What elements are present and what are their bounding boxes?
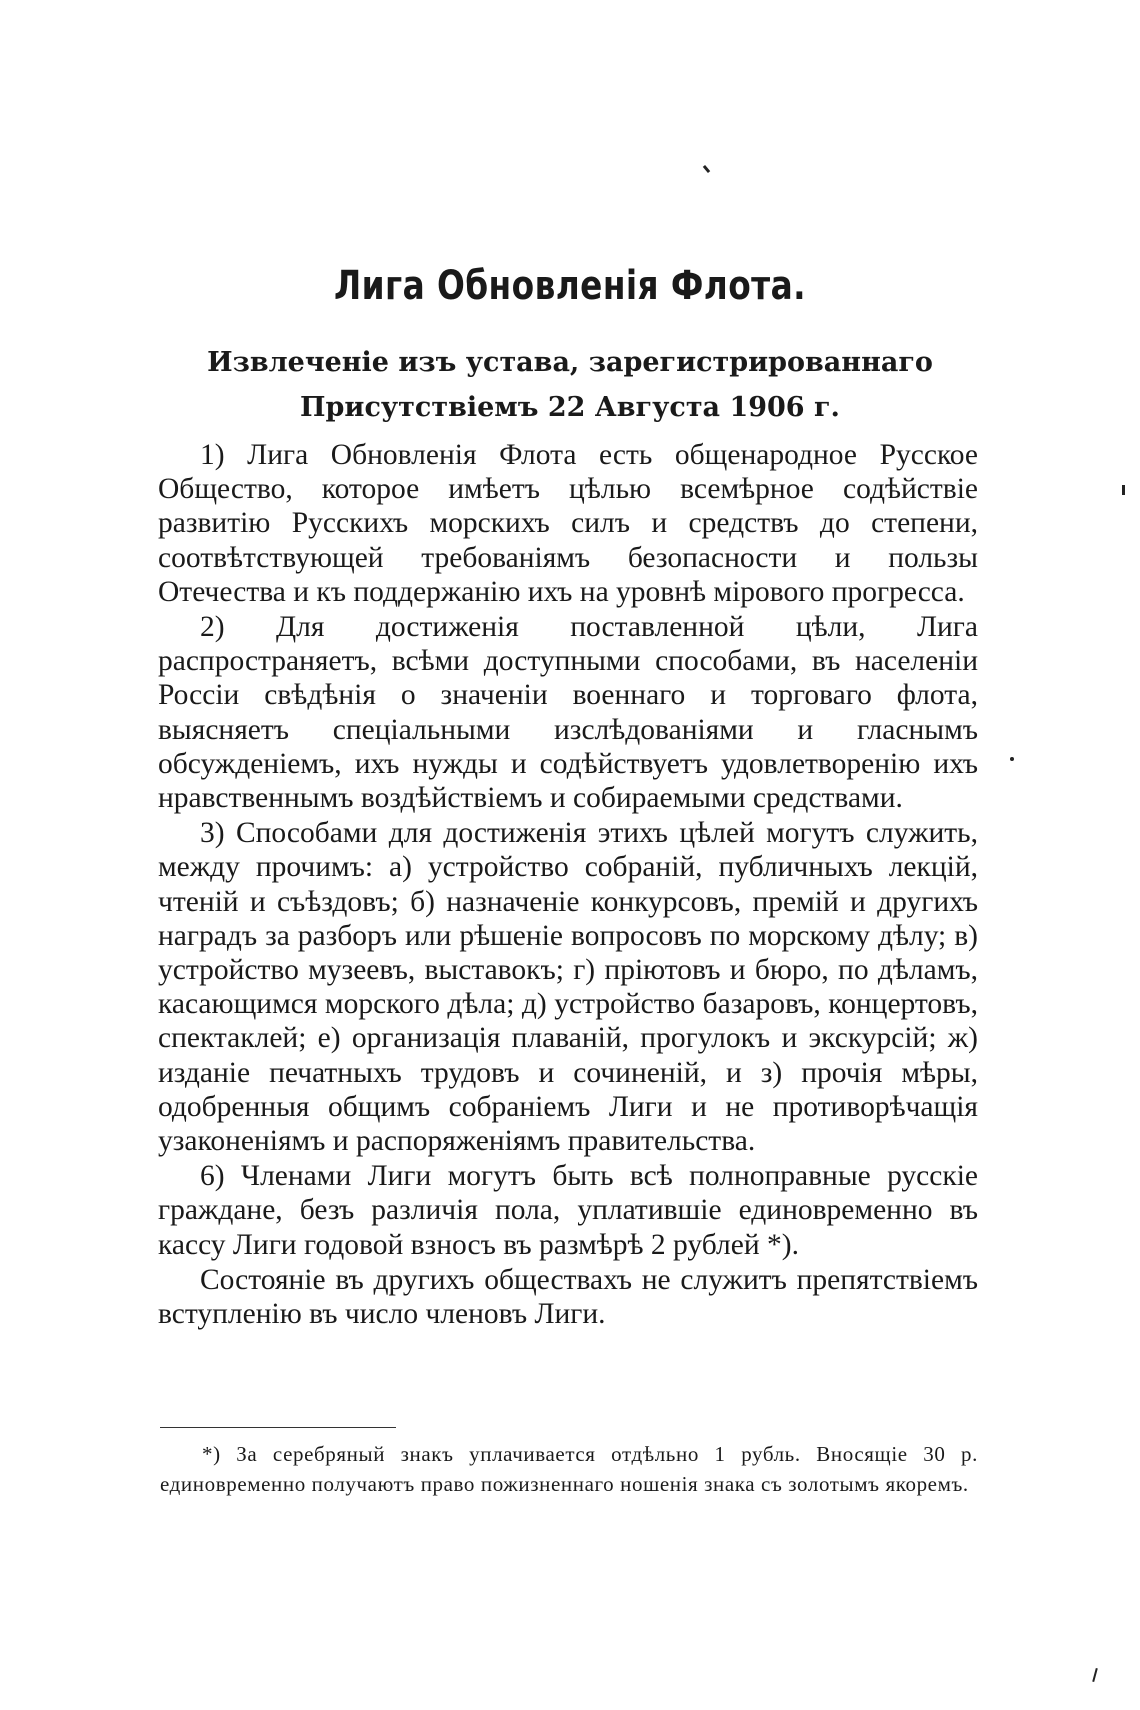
subtitle-line-1: Извлеченіе изъ устава, зарегистрированнаго [207, 347, 933, 378]
footnote: *) За серебряный знакъ уплачивается отдѣльно 1 рубль. Вносящіе 30 р. единовременно получаютъ право пожизненнаго ношенія знака съ золотымъ якоремъ. [160, 1442, 978, 1496]
paragraph-2: 2) Для достиженія поставленной цѣли, Лига распространяетъ, всѣми доступными способами, въ населеніи Россіи свѣдѣнія о значеніи военнаго и торговаго флота, выясняетъ спеціальными изслѣдованіями и гласнымъ обсужденіемъ, ихъ нужды и содѣйствуетъ удовлетворенію ихъ нравственнымъ воздѣйствіемъ и собираемыми средствами. [158, 611, 978, 815]
paragraph-3: 3) Способами для достиженія этихъ цѣлей могутъ служить, между прочимъ: а) устройство собраній, публичныхъ лекцій, чтеній и съѣздовъ; б) назначеніе конкурсовъ, премій и другихъ наградъ за разборъ или рѣшеніе вопросовъ по морскому дѣлу; в) устройство музеевъ, выставокъ; г) пріютовъ и бюро, по дѣламъ, касающимся морского дѣла; д) устройство базаровъ, концертовъ, спектаклей; е) организація плаваній, прогулокъ и экскурсій; ж) изданіе печатныхъ трудовъ и сочиненій, и з) прочія мѣры, одобренныя общимъ собраніемъ Лиги и не противорѣчащія узаконеніямъ и распоряженіямъ правительства. [158, 817, 978, 1158]
statute-body [158, 438, 978, 1331]
page-subtitle [0, 340, 1140, 430]
page-title: Лига Обновленія Флота. [333, 263, 807, 309]
scan-speck [1010, 757, 1014, 761]
paragraph-1: 1) Лига Обновленія Флота есть общенародное Русское Общество, которое имѣетъ цѣлью всемѣрное содѣйствіе развитію Русскихъ морскихъ силъ и средствъ до степени, соотвѣтствующей требованіямъ безопасности и пользы Отечества и къ поддержанію ихъ на уровнѣ мірового прогресса. [158, 439, 978, 608]
footnote-divider [160, 1427, 396, 1428]
scan-speck [1122, 485, 1125, 495]
scan-speck [703, 165, 710, 173]
paragraph-6: 6) Членами Лиги могутъ быть всѣ полноправные русскіе граждане, безъ различія пола, уплатившіе единовременно въ кассу Лиги годовой взносъ въ размѣрѣ 2 рублей *). [158, 1160, 978, 1261]
scan-speck [1092, 1668, 1098, 1682]
subtitle-line-2: Присутствіемъ 22 Августа 1906 г. [300, 392, 840, 423]
paragraph-membership-note: Состояніе въ другихъ обществахъ не служитъ препятствіемъ вступленію въ число членовъ Лиги. [158, 1263, 978, 1331]
